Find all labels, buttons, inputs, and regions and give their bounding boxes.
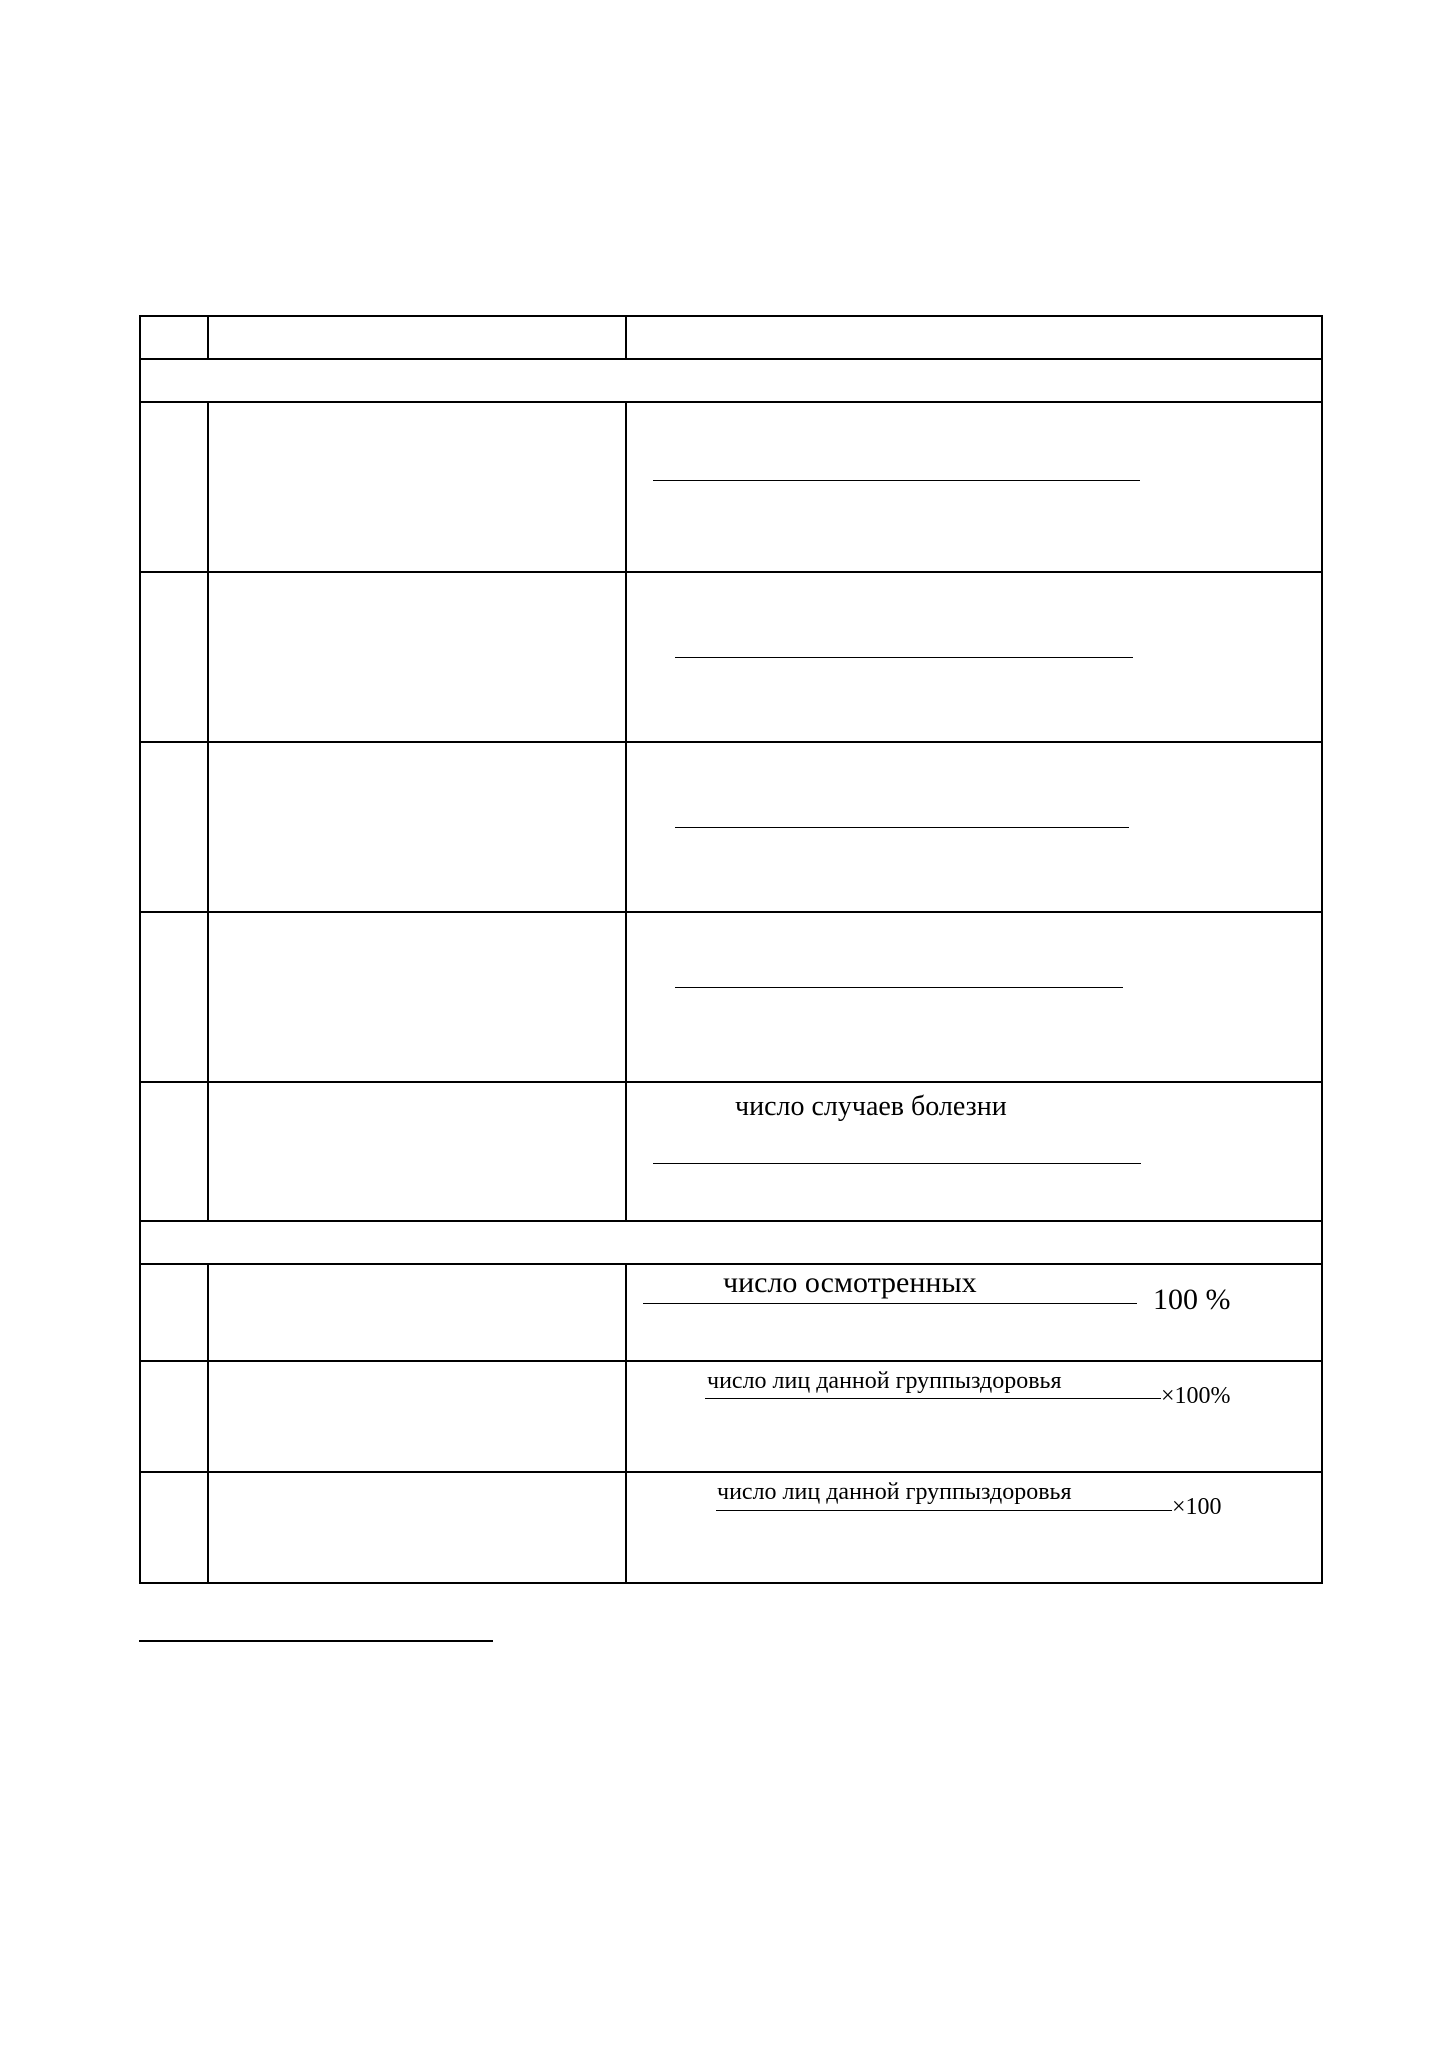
table-row [140, 912, 1322, 1082]
table-row [140, 1472, 1322, 1583]
indicator-name-cell [208, 402, 626, 572]
formula-numerator: число лиц данной группыздоровья [717, 1479, 1072, 1505]
fraction-line [705, 1398, 1161, 1399]
indicator-name-cell [208, 1472, 626, 1583]
row-number-cell [140, 1361, 208, 1472]
section-heading-cell [140, 1221, 1322, 1264]
formula-cell [626, 1264, 1322, 1361]
indicator-name-cell [208, 742, 626, 912]
indicator-name-cell [208, 1082, 626, 1221]
row-number-cell [140, 1082, 208, 1221]
row-number-cell [140, 572, 208, 742]
formula-multiplier: ×100 [1172, 1494, 1222, 1520]
row-number-cell [140, 742, 208, 912]
header-cell-number [140, 316, 208, 359]
formula-cell [626, 1361, 1322, 1472]
table-row [140, 742, 1322, 912]
indicator-name-cell [208, 572, 626, 742]
formula-cell [626, 402, 1322, 572]
indicator-name-cell [208, 1264, 626, 1361]
table-header-row [140, 316, 1322, 359]
formula-cell [626, 572, 1322, 742]
formula-numerator: число осмотренных [723, 1266, 977, 1299]
formula-cell [626, 1472, 1322, 1583]
formula-cell [626, 742, 1322, 912]
row-number-cell [140, 1264, 208, 1361]
section-heading-cell [140, 359, 1322, 402]
row-number-cell [140, 912, 208, 1082]
fraction-line [675, 827, 1129, 828]
footnote-separator [139, 1640, 493, 1642]
row-number-cell [140, 402, 208, 572]
formula-cell [626, 912, 1322, 1082]
table-row [140, 1082, 1322, 1221]
section-row [140, 1221, 1322, 1264]
table-row [140, 1361, 1322, 1472]
fraction-line [653, 480, 1140, 481]
indicators-table [139, 315, 1323, 1584]
indicator-name-cell [208, 912, 626, 1082]
formula-cell [626, 1082, 1322, 1221]
formula-multiplier: ×100% [1161, 1383, 1231, 1409]
indicator-name-cell [208, 1361, 626, 1472]
formula-numerator: число лиц данной группыздоровья [707, 1368, 1062, 1394]
header-cell-indicator [208, 316, 626, 359]
table-row [140, 572, 1322, 742]
formula-multiplier: 100 % [1153, 1283, 1231, 1316]
section-row [140, 359, 1322, 402]
table-row [140, 402, 1322, 572]
row-number-cell [140, 1472, 208, 1583]
formula-numerator: число случаев болезни [735, 1091, 1007, 1122]
fraction-line [675, 657, 1133, 658]
fraction-line [653, 1163, 1141, 1164]
fraction-line [675, 987, 1123, 988]
fraction-line [643, 1303, 1137, 1304]
table-row [140, 1264, 1322, 1361]
fraction-line [716, 1510, 1172, 1511]
header-cell-formula [626, 316, 1322, 359]
